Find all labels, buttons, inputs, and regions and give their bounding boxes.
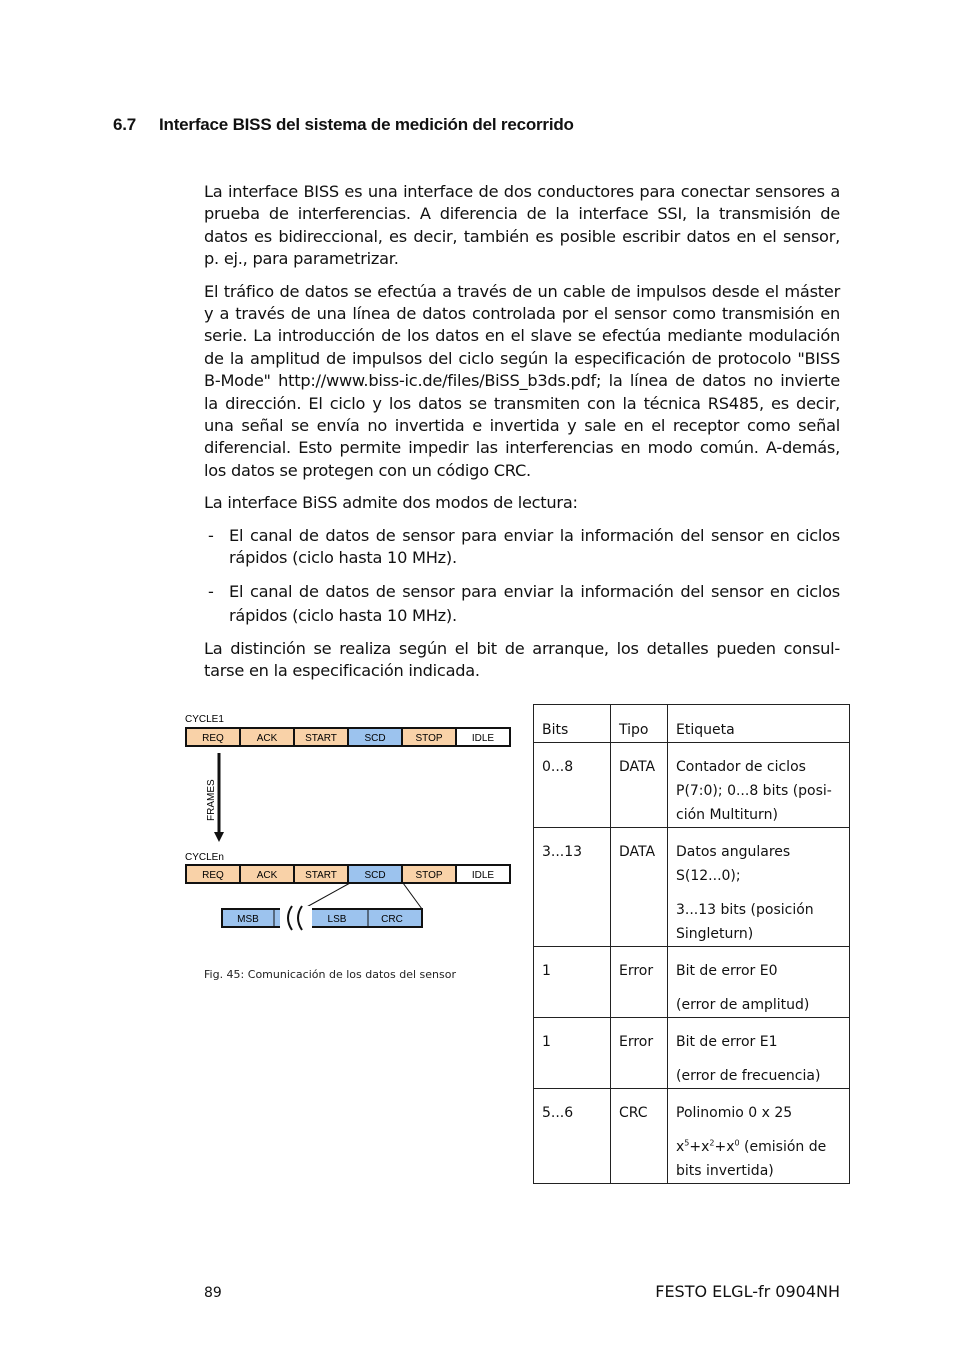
cell-text: Bit de error E0 bbox=[676, 963, 778, 979]
cyclen-label: CYCLEn bbox=[185, 852, 224, 863]
segment-lsb: LSB bbox=[327, 914, 347, 925]
cycle1-segment-label: START bbox=[305, 733, 337, 744]
bullet-dash: - bbox=[208, 581, 214, 601]
table-row bbox=[534, 947, 850, 1018]
cycle1-segment-label: ACK bbox=[256, 733, 278, 744]
cycle1-segment-label: SCD bbox=[364, 733, 386, 744]
cyclen-segment-label: STOP bbox=[415, 870, 443, 881]
cell-text bbox=[676, 1135, 841, 1183]
cell-tipo: DATA bbox=[611, 828, 668, 947]
cell-text: Contador de ciclos P(7:0); 0...8 bits (posi-ción Multiturn) bbox=[676, 759, 832, 823]
formula-exponent: 5 bbox=[684, 1138, 690, 1148]
cell-etiqueta bbox=[668, 1089, 850, 1184]
document-id: FESTO ELGL-fr 0904NH bbox=[655, 1282, 840, 1301]
cell-etiqueta bbox=[668, 743, 850, 828]
frames-arrow-head bbox=[214, 832, 224, 842]
cell-text: Polinomio 0 x 25 bbox=[676, 1105, 793, 1121]
cell-bits: 1 bbox=[534, 947, 611, 1018]
paragraph: La interface BiSS admite dos modos de lectura: bbox=[204, 493, 578, 513]
cell-etiqueta bbox=[668, 1018, 850, 1089]
formula-part: +x bbox=[689, 1139, 710, 1155]
formula-part: (emisión de bits invertida) bbox=[676, 1139, 827, 1179]
bits-table bbox=[533, 704, 850, 1184]
paragraph: La interface BISS es una interface de dos conductores para conectar sensores a prueba de interferencias. A diferencia de la interface SSI, la transmisión de datos es bidireccional, es decir, también es posible escribir datos en el sensor, p. ej., para parametrizar. bbox=[204, 182, 840, 269]
cyclen-frame bbox=[186, 865, 510, 883]
cycle1-segment-label: REQ bbox=[202, 733, 224, 744]
cell-bits: 3...13 bbox=[534, 828, 611, 947]
page-number: 89 bbox=[204, 1285, 222, 1301]
cycle1-segment-label: STOP bbox=[415, 733, 443, 744]
cell-tipo: Error bbox=[611, 947, 668, 1018]
cycle1-label: CYCLE1 bbox=[185, 714, 224, 725]
section-title: Interface BISS del sistema de medición del recorrido bbox=[159, 115, 574, 134]
header-etiqueta: Etiqueta bbox=[668, 705, 850, 743]
cyclen-segment-label: SCD bbox=[364, 870, 386, 881]
cycle1-segment-label: IDLE bbox=[471, 733, 495, 744]
cyclen-segment-label: IDLE bbox=[471, 870, 495, 881]
section-number: 6.7 bbox=[113, 115, 137, 134]
cell-etiqueta bbox=[668, 947, 850, 1018]
formula-part: x bbox=[676, 1139, 685, 1155]
table-row bbox=[534, 1089, 850, 1184]
figure-caption: Fig. 45: Comunicación de los datos del sensor bbox=[204, 968, 456, 981]
paragraph: La distinción se realiza según el bit de arranque, los detalles pueden consul-tarse en la especificación indicada. bbox=[204, 638, 840, 680]
cell-bits: 1 bbox=[534, 1018, 611, 1089]
header-tipo: Tipo bbox=[611, 705, 668, 743]
cell-etiqueta bbox=[668, 828, 850, 947]
cell-tipo: CRC bbox=[611, 1089, 668, 1184]
segment-msb: MSB bbox=[237, 914, 259, 925]
cyclen-segment-label: REQ bbox=[202, 870, 224, 881]
break-gap bbox=[280, 906, 312, 930]
header-bits: Bits bbox=[534, 705, 611, 743]
cyclen-segment-label: ACK bbox=[256, 870, 278, 881]
cycle1-frame bbox=[186, 728, 510, 746]
formula-exponent: 0 bbox=[734, 1138, 740, 1148]
table-row bbox=[534, 743, 850, 828]
body-text bbox=[204, 181, 840, 692]
segment-crc: CRC bbox=[381, 914, 403, 925]
paragraph: El tráfico de datos se efectúa a través de un cable de impulsos desde el máster y a través de una línea de datos controlada por el sensor como transmisión en serie. La introducción de los datos en el slave se efectúa mediante modulación de la amplitud de impulsos del ciclo según la especificación de protocolo "BISS B-Mode" http://www.biss-ic.de/files/BiSS_b3ds.pdf; la línea de datos no invierte la dirección. El ciclo y los datos se transmiten con la técnica RS485, es decir, una señal se envía no invertida e invertida y sale en el receptor como señal diferencial. Esto permite impedir las interferencias en modo común. A-demás, los datos se protegen con un código CRC. bbox=[204, 281, 840, 480]
zoom-line-right bbox=[403, 883, 422, 909]
table-row bbox=[534, 1018, 850, 1089]
bullet-text: El canal de datos de sensor para enviar la información del sensor en ciclos rápidos (ciclo hasta 10 MHz). bbox=[229, 525, 840, 568]
cell-text: Bit de error E1 bbox=[676, 1034, 778, 1050]
cell-tipo: Error bbox=[611, 1018, 668, 1089]
cell-text: Datos angulares S(12...0); bbox=[676, 844, 791, 884]
cell-bits: 5...6 bbox=[534, 1089, 611, 1184]
formula-part: +x bbox=[714, 1139, 735, 1155]
section-heading bbox=[113, 115, 574, 135]
cell-text: (error de frecuencia) bbox=[676, 1068, 821, 1084]
biss-diagram bbox=[180, 708, 520, 948]
frames-label: FRAMES bbox=[206, 779, 217, 821]
table-header-row bbox=[534, 705, 850, 743]
bullet-dash: - bbox=[208, 525, 214, 545]
cell-text: 3...13 bits (posición Singleturn) bbox=[676, 902, 814, 942]
cell-bits: 0...8 bbox=[534, 743, 611, 828]
bullet-text: El canal de datos de sensor para enviar la información del sensor en ciclos rápidos (ciclo hasta 10 MHz). bbox=[229, 581, 840, 625]
list-item bbox=[204, 580, 840, 628]
table-row bbox=[534, 828, 850, 947]
cell-tipo: DATA bbox=[611, 743, 668, 828]
list-item bbox=[204, 525, 840, 570]
formula-exponent: 2 bbox=[709, 1138, 715, 1148]
cell-text: (error de amplitud) bbox=[676, 997, 810, 1013]
zoom-line-left bbox=[303, 883, 350, 909]
cyclen-segment-label: START bbox=[305, 870, 337, 881]
